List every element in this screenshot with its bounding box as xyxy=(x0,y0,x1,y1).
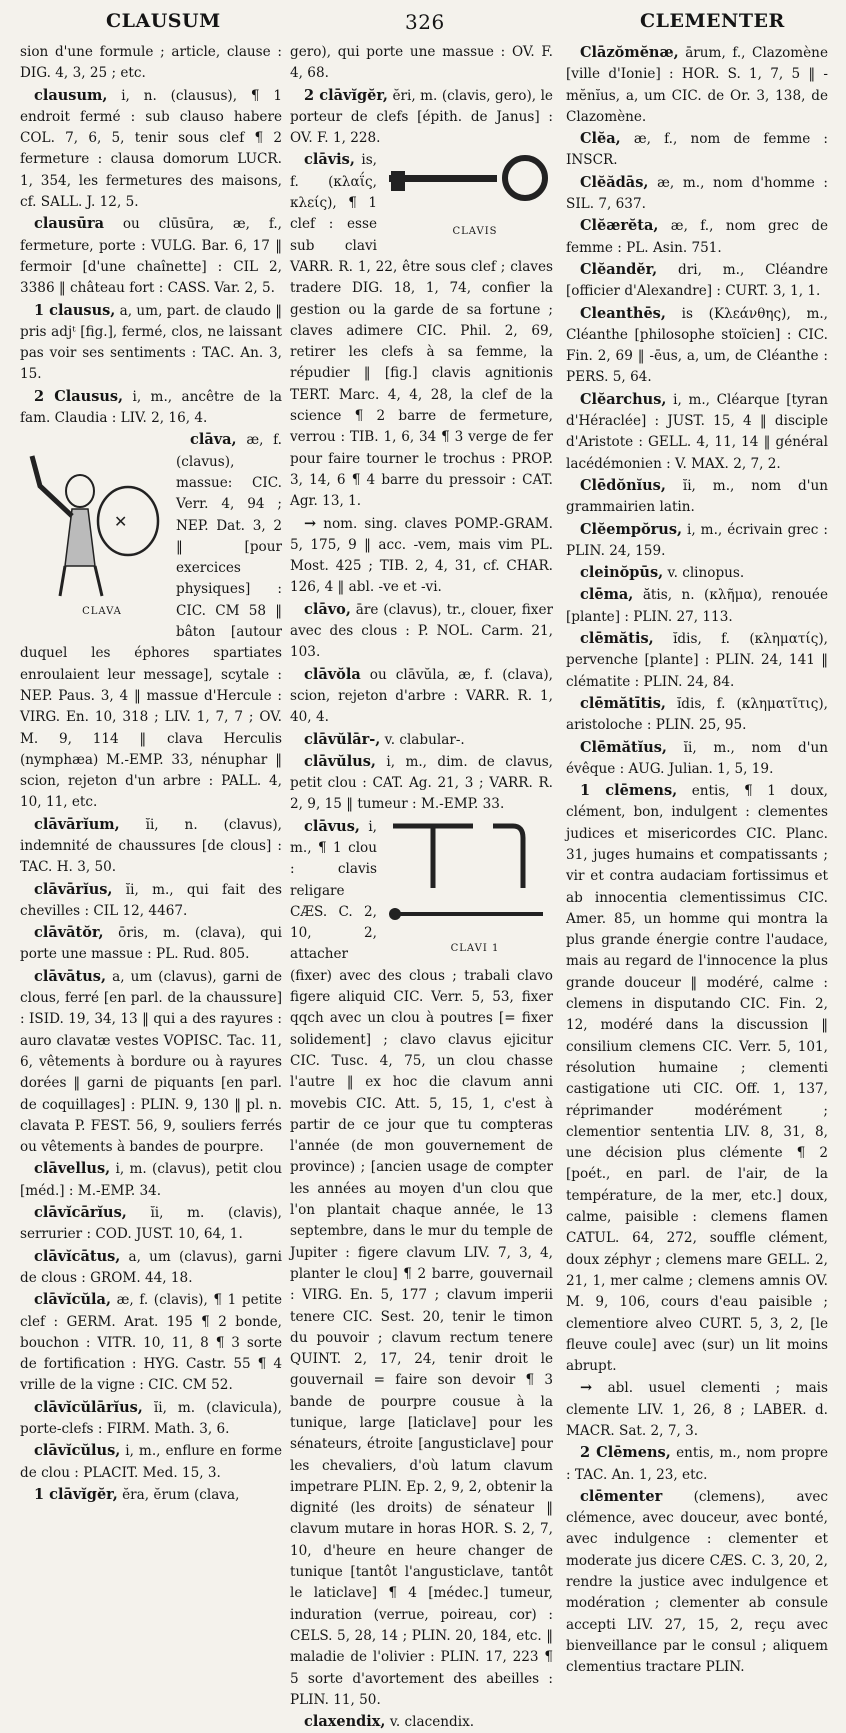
dictionary-entry xyxy=(20,1158,282,1202)
dictionary-entry xyxy=(20,1246,282,1290)
entry-text: ĭi, n. (clavus), indemnité de chaussures [de clous] : TAC. H. 3, 50. xyxy=(20,816,282,876)
entry-text: æ, f., nom grec de femme : PL. Asin. 751. xyxy=(566,218,828,256)
headword: 1 clāvĭgĕr, xyxy=(34,1485,118,1503)
illustration xyxy=(383,818,553,959)
dictionary-entry xyxy=(20,42,282,85)
headword: clāvus, xyxy=(304,817,360,835)
entry-text: ĭi, m. (clavicula), porte-clefs : FIRM. Math. 3, 6. xyxy=(20,1399,282,1437)
dictionary-entry xyxy=(290,42,553,85)
entry-text: ou clāvŭla, æ, f. (clava), scion, rejeton d'arbre : VARR. R. 1, 40, 4. xyxy=(290,666,553,726)
entry-text: is, f. (κλαΐς, κλείς), ¶ 1 clef : esse sub clavi VARR. R. 1, 22, être sous clef ; claves tradere DIG. 18, 1, 74, confier la gestion ou la garde de sa fortune ; claves adimere CIC. Phil. 2, 69, retirer les clefs à sa femme, la répudier ‖ [fig.] clavis agnitionis TERT. Marc. 4, 4, 28, la clef de la science ¶ 2 barre de fermeture, verrou : TIB. 1, 6, 34 ¶ 3 verge de fer pour faire tourner le trochus : PROP. 3, 14, 6 ¶ 4 barre du pressoir : CAT. Agr. 13, 1. xyxy=(290,152,553,510)
dictionary-entry xyxy=(290,513,553,599)
figure-caption: CLAVA xyxy=(82,606,122,618)
headword: Clēdŏnĭus, xyxy=(580,476,666,494)
entry-text: entis, ¶ 1 doux, clément, bon, indulgent : clementes judices et misericordes CIC. Planc. 31, juges humains et compatissants ; vir et contra audaciam fortissimus et ab innocentia clementissimus CIC. Amer. 85, un homme qui montra la plus grande énergie contre l'audace, mais au regard de l'innocence la plus grande douceur ‖ modéré, calme : clemens in disputando CIC. Fin. 2, 12, modéré dans la discussion ‖ consilium clemens CIC. Verr. 5, 101, résolution humaine ; clementi castigatione uti CIC. Off. 1, 137, réprimander modérément ; clementior sententia LIV. 8, 31, 8, une décision plus clémente ¶ 2 [poét., en parl. de l'air, de la température, de la mer, etc.] doux, calme, paisible : clemens flamen CATUL. 64, 272, souffle clément, doux zéphyr ; clemens mare GELL. 2, 21, 1, mer calme ; clemens amnis OV. M. 9, 106, cours d'eau paisible ; clementiore alveo CURT. 5, 3, 2, [le fleuve coule] avec (sur) un lit moins abrupt. xyxy=(566,783,829,1375)
headword: clēmătis, xyxy=(580,630,654,648)
entry-text: i, m., ancêtre de la fam. Claudia : LIV. 2, 16, 4. xyxy=(20,388,282,427)
headword: 1 clēmens, xyxy=(580,782,678,800)
entry-text: ĭdis, f. (κληματίς), pervenche [plante] : PLIN. 24, 141 ‖ clématite : PLIN. 24, 84. xyxy=(566,631,828,690)
column-2 xyxy=(290,42,553,1731)
dictionary-entry xyxy=(290,85,553,150)
entry-text: æ, f. (clavis), ¶ 1 petite clef : GERM. Arat. 195 ¶ 2 bonde, bouchon : VITR. 10, 11, 8 ¶ 3 sorte de fortification : HYG. Castr. 55 ¶ 4 vrille de la vigne : CIC. CM 52. xyxy=(20,1292,283,1394)
page-number: 326 xyxy=(405,10,445,34)
headword: clāva, xyxy=(190,431,237,449)
headword: → xyxy=(304,514,317,532)
headword: clausum, xyxy=(34,86,108,104)
headword: claxendix, xyxy=(304,1713,386,1731)
entry-text: ārum, f., Clazomène [ville d'Ionie] : HOR. S. 1, 7, 5 ‖ -mĕnĭus, a, um CIC. de Or. 3, 138, de Clazomène. xyxy=(566,45,828,125)
entry-text: ĕra, ĕrum (clava, xyxy=(122,1486,240,1503)
entry-text: (clemens), avec clémence, avec douceur, avec bonté, avec indulgence : clementer et moderate jus dicere CÆS. C. 3, 20, 2, rendre la justice avec indulgence et modération ; clementer ab consule accepti LIV. 27, 15, 2, reçu avec bienveillance par le consul ; aliquem clementius tractare PLIN. xyxy=(566,1488,828,1676)
column-3 xyxy=(566,42,829,1676)
dictionary-entry xyxy=(290,149,553,512)
headword: clēmătītis, xyxy=(580,694,666,712)
entry-text: gero), qui porte une massue : OV. F. 4, 68. xyxy=(290,44,553,82)
dictionary-entry xyxy=(566,42,828,128)
entry-text: dri, m., Cléandre [officier d'Alexandre] : CURT. 3, 1, 1. xyxy=(566,261,828,300)
headword: clāvellus, xyxy=(34,1160,111,1178)
dictionary-entry xyxy=(290,816,553,1711)
entry-text: ou clūsūra, æ, f., fermeture, porte : VULG. Bar. 6, 17 ‖ fermoir [d'une chaînette] : CIL 2, 3386 ‖ château fort : CASS. Var. 2, 5. xyxy=(20,216,283,297)
dictionary-entry xyxy=(566,628,828,693)
headword: clāvātus, xyxy=(34,967,107,985)
dictionary-entry xyxy=(20,1397,282,1441)
headword: Clĕa, xyxy=(580,130,621,148)
entry-text: i, m. (clavus), petit clou [méd.] : M.-EMP. 34. xyxy=(20,1161,282,1199)
headword: Clēmătĭus, xyxy=(580,738,667,756)
headword: 2 Clausus, xyxy=(34,387,124,405)
dictionary-entry xyxy=(290,1711,553,1733)
headword: clāvĭcārĭus, xyxy=(34,1204,127,1222)
dictionary-entry xyxy=(566,737,828,781)
entry-text: ĭdis, f. (κληματῖτις), aristoloche : PLIN. 25, 95. xyxy=(566,695,828,734)
illustration xyxy=(20,431,170,622)
dictionary-entry xyxy=(566,1486,828,1679)
headword: clēmenter xyxy=(580,1487,663,1505)
dictionary-entry xyxy=(20,213,282,299)
entry-text: a, um (clavus), garni de clous, ferré [en parl. de la chaussure] : ISID. 19, 34, 13 ‖ qui a des rayures : auro clavatæ vestes VOPISC. Tac. 11, 6, vêtements à bordure ou à rayures dorées ‖ garni de piquants [en parl. de coquillages] : PLIN. 9, 130 ‖ pl. n. clavata P. FEST. 56, 9, souliers ferrés ou vêtements à bandes de pourpre. xyxy=(20,968,282,1156)
entry-text: ōris, m. (clava), qui porte une massue : PL. Rud. 805. xyxy=(20,925,282,963)
dictionary-entry xyxy=(290,729,553,751)
figure-caption: CLAVI 1 xyxy=(450,942,500,954)
entry-text: i, m., enflure en forme de clou : PLACIT. Med. 15, 3. xyxy=(20,1443,282,1481)
headword: clāvŭlus, xyxy=(304,752,376,770)
dictionary-entry xyxy=(566,215,828,259)
headword: Clĕădās, xyxy=(580,173,649,191)
entry-text: is (Κλεάνθης), m., Cléanthe [philosophe stoïcien] : CIC. Fin. 2, 69 ‖ -ēus, a, um, de Cléanthe : PERS. 5, 64. xyxy=(566,305,829,386)
headword: clāvo, xyxy=(304,600,351,618)
entry-text: i, m., Cléarque [tyran d'Héraclée] : JUST. 15, 4 ‖ disciple d'Aristote : GELL. 4, 11, 14 ‖ général lacédémonien : V. MAX. 2, 7, 2. xyxy=(566,391,828,472)
illustration xyxy=(383,151,553,242)
dictionary-entry xyxy=(20,386,282,430)
figure-caption: CLAVIS xyxy=(452,226,498,238)
entry-text: nom. sing. claves POMP.-GRAM. 5, 175, 9 ‖ acc. -vem, mais vim PL. Most. 425 ; TIB. 2, 4, 31, cf. CHAR. 126, 4 ‖ abl. -ve et -vi. xyxy=(290,515,553,596)
dictionary-entry xyxy=(20,922,282,966)
headword: clāvĭcŭlārĭus, xyxy=(34,1398,143,1416)
headword: clāvis, xyxy=(304,151,355,169)
headword: clāvŭlār-, xyxy=(304,730,381,748)
headword: clāvŏla xyxy=(304,665,361,683)
dictionary-entry xyxy=(20,1484,282,1506)
entry-text: v. clacendix. xyxy=(389,1714,475,1731)
dictionary-entry xyxy=(20,1289,282,1396)
entry-text: v. clinopus. xyxy=(667,565,745,582)
dictionary-entry xyxy=(566,1442,828,1486)
dictionary-entry xyxy=(566,693,828,737)
entry-text: āre (clavus), tr., clouer, fixer avec des clous : P. NOL. Carm. 21, 103. xyxy=(290,601,553,661)
entry-text: ĭi, m., nom d'un grammairien latin. xyxy=(566,477,828,516)
dictionary-entry xyxy=(566,475,828,519)
dictionary-entry xyxy=(20,300,282,386)
entry-text: ĭi, m., qui fait des chevilles : CIL 12, 4467. xyxy=(20,881,282,919)
headword: Clĕærĕta, xyxy=(580,217,659,235)
headword: clāvĭcŭlus, xyxy=(34,1442,121,1460)
dictionary-entry xyxy=(290,664,553,729)
dictionary-entry xyxy=(566,303,828,389)
entry-text: a, um (clavus), garni de clous : GROM. 44, 18. xyxy=(20,1248,282,1286)
entry-text: v. clabular-. xyxy=(384,731,465,748)
entry-text: æ, f., nom de femme : INSCR. xyxy=(566,131,828,169)
headword: Clĕandĕr, xyxy=(580,260,658,278)
dictionary-entry xyxy=(566,259,828,303)
page-header xyxy=(0,4,846,36)
headword: clāvĭcātus, xyxy=(34,1247,121,1265)
entry-text: ĭi, m. (clavis), serrurier : COD. JUST. 10, 64, 1. xyxy=(20,1205,282,1243)
dictionary-entry xyxy=(20,879,282,923)
column-1 xyxy=(20,42,283,1503)
headword: Cleanthēs, xyxy=(580,304,666,322)
svg-text:✕: ✕ xyxy=(114,512,129,532)
entry-text: æ, m., nom d'homme : SIL. 7, 637. xyxy=(566,174,828,213)
headword: → xyxy=(580,1379,593,1397)
dictionary-entry xyxy=(566,562,828,584)
headword: Clĕarchus, xyxy=(580,390,667,408)
headword: cleinŏpūs, xyxy=(580,564,664,582)
entry-text: entis, m., nom propre : TAC. An. 1, 23, etc. xyxy=(566,1445,828,1483)
headword: clāvārĭus, xyxy=(34,880,113,898)
dictionary-entry xyxy=(20,1440,282,1484)
entry-text: æ, f. (clavus), massue: CIC. Verr. 4, 94 ; NEP. Dat. 3, 2 ‖ [pour exercices physiques] : CIC. CM 58 ‖ bâton [autour duquel les éphores spartiates enroulaient leur message], scytale : NEP. Paus. 3, 4 ‖ massue d'Hercule : VIRG. En. 10, 318 ; LIV. 1, 7, 7 ; OV. M. 9, 114 ‖ clava Herculis (nymphæa) M.-EMP. 33, nénuphar ‖ scion, rejeton d'un arbre : PALL. 4, 10, 11, etc. xyxy=(20,432,282,811)
header-right-word: CLEMENTER xyxy=(640,10,785,32)
entry-text: ĕri, m. (clavis, gero), le porteur de clefs [épith. de Janus] : OV. F. 1, 228. xyxy=(290,87,553,147)
headword: Clāzŏmĕnæ, xyxy=(580,44,679,61)
dictionary-entry xyxy=(566,172,828,216)
dictionary-entry xyxy=(290,751,553,816)
dictionary-entry xyxy=(566,519,828,563)
entry-text: a, um, part. de claudo ‖ pris adjᵗ [fig.], fermé, clos, ne laissant pas voir ses sentiments : TAC. An. 3, 15. xyxy=(20,302,283,383)
entry-text: i, m., ¶ 1 clou : clavis religare CÆS. C. 2, 10, 2, attacher (fixer) avec des clous ; trabali clavo figere aliquid CIC. Verr. 5, 53, fixer qqch avec un clou à poutres [= fixer solidement] ; clavo clavus ejicitur CIC. Tusc. 4, 75, un clou chasse l'autre ‖ ex hoc die clavum anni movebis CIC. Att. 5, 15, 1, c'est à partir de ce jour que tu compteras l'année (de mon gouvernement de province) ; [ancien usage de compter les années au moyen d'un clou que l'on plantait chaque année, le 13 septembre, dans le mur du temple de Jupiter : figere clavum LIV. 7, 3, 4, planter le clou] ¶ 2 barre, gouvernail : VIRG. En. 5, 177 ; clavum imperii tenere CIC. Sest. 20, tenir le timon du pouvoir ; clavum rectum tenere QUINT. 2, 17, 24, tenir droit le gouvernail = faire son devoir ¶ 3 bande de pourpre cousue à la tunique, large [laticlave] pour les sénateurs, étroite [angusticlave] pour les chevaliers, d'où latum clavum impetrare PLIN. Ep. 2, 9, 2, obtenir la dignité (les droits) de sénateur ‖ clavum mutare in horas HOR. S. 2, 7, 10, d'heure en heure changer de tunique [tantôt l'angusticlave, tantôt le laticlave] ¶ 4 [médec.] tumeur, induration (verrue, poireau, cor) : CELS. 5, 28, 14 ; PLIN. 20, 184, etc. ‖ maladie de l'olivier : PLIN. 17, 223 ¶ 5 sorte d'avortement des abeilles : PLIN. 11, 50. xyxy=(290,818,553,1708)
entry-text: ĭi, m., nom d'un évêque : AUG. Julian. 1, 5, 19. xyxy=(566,739,828,777)
entry-text: ătis, n. (κλῆμα), renouée [plante] : PLIN. 27, 113. xyxy=(566,587,829,625)
entry-text: sion d'une formule ; article, clause : DIG. 4, 3, 25 ; etc. xyxy=(20,44,282,82)
entry-text: i, m., dim. de clavus, petit clou : CAT. Ag. 21, 3 ; VARR. R. 2, 9, 15 ‖ tumeur : M.-EMP. 33. xyxy=(290,753,553,813)
dictionary-entry xyxy=(20,1202,282,1246)
header-left-word: CLAUSUM xyxy=(106,10,221,32)
headword: clāvĭcŭla, xyxy=(34,1291,111,1309)
headword: 2 Clēmens, xyxy=(580,1444,671,1462)
dictionary-entry xyxy=(566,389,828,475)
dictionary-entry xyxy=(20,429,282,813)
headword: clāvārĭum, xyxy=(34,815,120,833)
dictionary-entry xyxy=(566,1377,828,1442)
dictionary-entry xyxy=(20,814,282,879)
headword: 1 clausus, xyxy=(34,301,116,319)
dictionary-entry xyxy=(20,966,282,1159)
headword: clāvātŏr, xyxy=(34,924,104,942)
entry-text: i, m., écrivain grec : PLIN. 24, 159. xyxy=(566,521,828,559)
dictionary-entry xyxy=(566,780,828,1377)
entry-text: i, n. (clausus), ¶ 1 endroit fermé : sub clauso habere COL. 7, 6, 5, tenir sous clef ¶ 2 fermeture : clausa domorum LUCR. 1, 354, les fermetures des maisons, cf. SALL. J. 12, 5. xyxy=(20,87,282,211)
dictionary-entry xyxy=(20,85,282,214)
entry-text: abl. usuel clementi ; mais clemente LIV. 1, 26, 8 ; LABER. d. MACR. Sat. 2, 7, 3. xyxy=(566,1380,828,1439)
dictionary-entry xyxy=(566,584,828,628)
dictionary-entry xyxy=(566,128,828,172)
headword: 2 clāvĭgĕr, xyxy=(304,86,388,104)
headword: Clĕempŏrus, xyxy=(580,520,683,538)
headword: clēma, xyxy=(580,586,634,604)
dictionary-entry xyxy=(290,599,553,664)
headword: clausūra xyxy=(34,215,105,233)
